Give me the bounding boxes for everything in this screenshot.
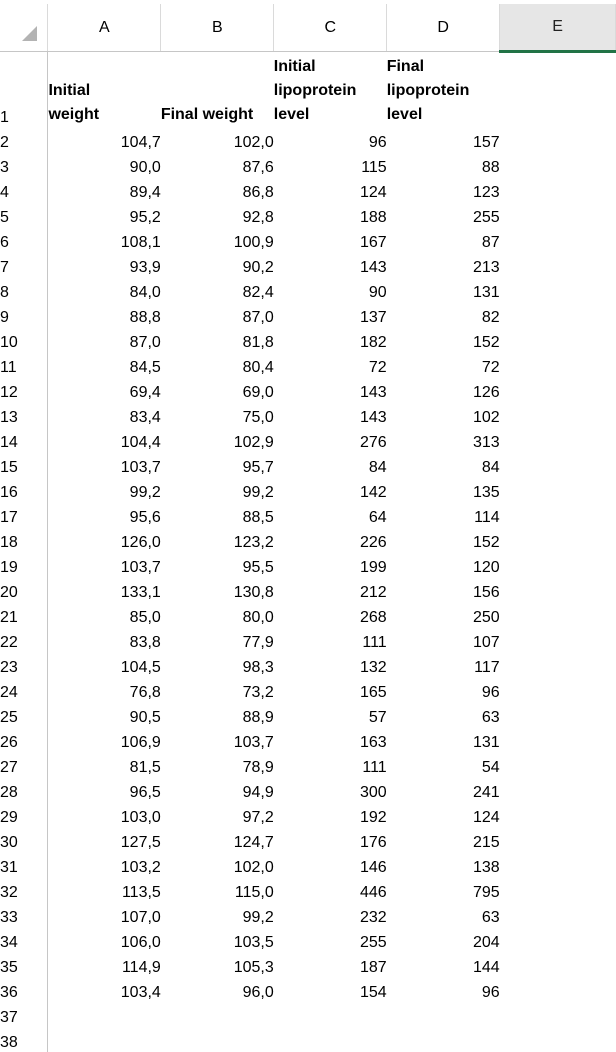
- cell-column-e[interactable]: [500, 152, 616, 177]
- cell-initial-weight[interactable]: 108,1: [120, 234, 161, 251]
- cell-initial-lipoprotein[interactable]: 64: [368, 509, 387, 526]
- table-row: [0, 302, 616, 327]
- table-row: [0, 552, 616, 577]
- cell-final-lipoprotein[interactable]: 96: [481, 684, 500, 701]
- cell-initial-weight[interactable]: 103,7: [120, 459, 161, 476]
- row-header[interactable]: 31: [0, 852, 48, 877]
- header-line: level: [386, 106, 423, 123]
- row-header[interactable]: 30: [0, 827, 48, 852]
- cell-final-lipoprotein[interactable]: 156: [472, 584, 500, 601]
- cell-initial-lipoprotein[interactable]: 167: [360, 234, 387, 251]
- cell-initial-weight[interactable]: 104,7: [120, 134, 161, 151]
- cell-final-weight[interactable]: 95,5: [242, 559, 274, 576]
- cell-initial-weight[interactable]: 114,9: [121, 959, 161, 976]
- header-cell-final-weight[interactable]: [161, 52, 274, 128]
- cell-initial-weight[interactable]: [48, 1027, 161, 1052]
- cell-column-e[interactable]: [500, 202, 616, 227]
- cell-final-weight[interactable]: 90,2: [242, 259, 274, 276]
- cell-initial-weight[interactable]: 106,9: [120, 734, 161, 751]
- table-row: [0, 352, 616, 377]
- cell-final-weight[interactable]: [161, 1002, 274, 1027]
- header-cell-initial-lipoprotein[interactable]: [274, 52, 387, 128]
- column-header-d[interactable]: D: [387, 4, 500, 52]
- row-header[interactable]: 7: [0, 252, 48, 277]
- cell-final-weight[interactable]: 103,5: [233, 934, 274, 951]
- cell-final-lipoprotein[interactable]: 117: [474, 659, 500, 676]
- cell-final-lipoprotein[interactable]: 87: [481, 234, 500, 251]
- column-header-e[interactable]: E: [500, 4, 616, 52]
- cell-final-weight[interactable]: 97,2: [242, 809, 274, 826]
- row-header[interactable]: 32: [0, 877, 48, 902]
- cell-column-e[interactable]: [500, 177, 616, 202]
- cell-initial-lipoprotein[interactable]: 163: [360, 734, 387, 751]
- cell-initial-weight[interactable]: 103,7: [120, 559, 161, 576]
- table-row: [0, 427, 616, 452]
- table-row: [0, 727, 616, 752]
- cell-final-weight[interactable]: 87,6: [242, 159, 274, 176]
- cell-final-weight[interactable]: 103,7: [233, 734, 274, 751]
- cell-final-weight[interactable]: 130,8: [233, 584, 274, 601]
- cell-initial-weight[interactable]: 69,4: [129, 384, 161, 401]
- cell-final-lipoprotein[interactable]: 63: [481, 909, 500, 926]
- row-header[interactable]: 10: [0, 327, 48, 352]
- cell-initial-lipoprotein[interactable]: 226: [360, 534, 387, 551]
- cell-final-weight[interactable]: 92,8: [242, 209, 274, 226]
- cell-initial-weight[interactable]: 126,0: [120, 534, 161, 551]
- table-row: [0, 627, 616, 652]
- select-all-corner[interactable]: [0, 4, 48, 52]
- cell-column-e[interactable]: [500, 502, 616, 527]
- table-row: [0, 977, 616, 1002]
- row-header[interactable]: 6: [0, 227, 48, 252]
- column-header-b[interactable]: B: [161, 4, 274, 52]
- cell-column-e[interactable]: [500, 802, 616, 827]
- cell-initial-weight[interactable]: 99,2: [129, 484, 161, 501]
- column-header-row: [0, 4, 616, 52]
- cell-initial-weight[interactable]: 85,0: [129, 609, 161, 626]
- cell-column-e[interactable]: [500, 927, 616, 952]
- cell-final-weight[interactable]: 98,3: [242, 659, 274, 676]
- table-row: [0, 477, 616, 502]
- cell-final-lipoprotein[interactable]: 63: [481, 709, 500, 726]
- header-line: weight: [48, 106, 100, 123]
- cell-column-e[interactable]: [500, 527, 616, 552]
- header-line: lipoprotein: [273, 82, 357, 99]
- cell-initial-lipoprotein[interactable]: 300: [360, 784, 387, 801]
- cell-final-weight[interactable]: 95,7: [242, 459, 274, 476]
- row-header[interactable]: 18: [0, 527, 48, 552]
- cell-initial-weight[interactable]: 89,4: [129, 184, 161, 201]
- row-header[interactable]: 14: [0, 427, 48, 452]
- row-header[interactable]: 36: [0, 977, 48, 1002]
- cell-final-lipoprotein[interactable]: 114: [474, 509, 500, 526]
- cell-column-e[interactable]: [500, 977, 616, 1002]
- row-header[interactable]: 35: [0, 952, 48, 977]
- cell-initial-weight[interactable]: 96,5: [129, 784, 161, 801]
- cell-final-lipoprotein[interactable]: 107: [472, 634, 500, 651]
- cell-final-weight[interactable]: 99,2: [242, 484, 274, 501]
- table-row: [0, 677, 616, 702]
- cell-initial-lipoprotein[interactable]: 212: [360, 584, 387, 601]
- header-cell-initial-weight[interactable]: [48, 52, 161, 128]
- cell-initial-weight[interactable]: 84,5: [129, 359, 161, 376]
- cell-final-lipoprotein[interactable]: [387, 1002, 500, 1027]
- cell-initial-lipoprotein[interactable]: [274, 1002, 387, 1027]
- row-header[interactable]: 12: [0, 377, 48, 402]
- cell-initial-lipoprotein[interactable]: 154: [360, 984, 387, 1001]
- table-row: [0, 127, 616, 152]
- cell-initial-lipoprotein[interactable]: 146: [360, 859, 387, 876]
- cell-final-weight[interactable]: 80,0: [242, 609, 274, 626]
- row-header[interactable]: 26: [0, 727, 48, 752]
- cell-initial-lipoprotein[interactable]: 96: [368, 134, 387, 151]
- cell-initial-weight[interactable]: 104,4: [120, 434, 161, 451]
- cell-final-weight[interactable]: 73,2: [242, 684, 274, 701]
- table-row: [0, 202, 616, 227]
- cell-column-e[interactable]: [500, 552, 616, 577]
- table-row: [0, 752, 616, 777]
- row-header[interactable]: 9: [0, 302, 48, 327]
- row-header[interactable]: 3: [0, 152, 48, 177]
- cell-final-weight[interactable]: 88,5: [242, 509, 274, 526]
- cell-initial-weight[interactable]: 93,9: [129, 259, 161, 276]
- row-header[interactable]: 24: [0, 677, 48, 702]
- cell-initial-lipoprotein[interactable]: 165: [360, 684, 387, 701]
- table-row: [0, 377, 616, 402]
- cell-final-weight[interactable]: 82,4: [242, 284, 274, 301]
- cell-final-lipoprotein[interactable]: 84: [481, 459, 500, 476]
- cell-initial-lipoprotein[interactable]: 187: [360, 959, 387, 976]
- cell-initial-lipoprotein[interactable]: 132: [360, 659, 387, 676]
- cell-final-lipoprotein[interactable]: 88: [481, 159, 500, 176]
- cell-column-e[interactable]: [500, 877, 616, 902]
- cell-column-e[interactable]: [500, 1002, 616, 1027]
- column-header-a[interactable]: A: [48, 4, 161, 52]
- cell-final-weight[interactable]: 87,0: [242, 309, 274, 326]
- cell-final-weight[interactable]: 77,9: [242, 634, 274, 651]
- cell-final-lipoprotein[interactable]: 82: [481, 309, 500, 326]
- cell-initial-lipoprotein[interactable]: [274, 1027, 387, 1052]
- cell-column-e[interactable]: [500, 352, 616, 377]
- table-row: [0, 827, 616, 852]
- header-line: Final weight: [160, 106, 254, 123]
- row-header[interactable]: 29: [0, 802, 48, 827]
- cell-initial-lipoprotein[interactable]: 192: [360, 809, 387, 826]
- cell-initial-lipoprotein[interactable]: 143: [360, 409, 387, 426]
- cell-column-e[interactable]: [500, 852, 616, 877]
- row-header[interactable]: 2: [0, 127, 48, 152]
- table-row: [0, 577, 616, 602]
- cell-initial-weight[interactable]: 104,5: [120, 659, 161, 676]
- table-row: [0, 1002, 616, 1027]
- cell-final-weight[interactable]: 124,7: [233, 834, 274, 851]
- row-header[interactable]: 37: [0, 1002, 48, 1027]
- cell-final-lipoprotein[interactable]: 126: [472, 384, 500, 401]
- row-header[interactable]: 23: [0, 652, 48, 677]
- cell-initial-lipoprotein[interactable]: 176: [360, 834, 387, 851]
- cell-final-lipoprotein[interactable]: 152: [472, 334, 500, 351]
- cell-initial-weight[interactable]: 90,0: [129, 159, 161, 176]
- cell-final-lipoprotein[interactable]: 250: [472, 609, 500, 626]
- select-all-triangle-icon: [22, 26, 37, 41]
- table-row: [0, 277, 616, 302]
- cell-final-weight[interactable]: 80,4: [242, 359, 274, 376]
- cell-initial-weight[interactable]: 133,1: [120, 584, 161, 601]
- row-header[interactable]: 11: [0, 352, 48, 377]
- cell-final-lipoprotein[interactable]: 135: [472, 484, 500, 501]
- table-row: [0, 952, 616, 977]
- cell-column-e[interactable]: [500, 1027, 616, 1052]
- cell-column-e[interactable]: [500, 902, 616, 927]
- cell-initial-lipoprotein[interactable]: 446: [360, 884, 387, 901]
- cell-final-lipoprotein[interactable]: 72: [481, 359, 500, 376]
- cell-final-lipoprotein[interactable]: 144: [472, 959, 500, 976]
- cell-final-lipoprotein[interactable]: 123: [472, 184, 500, 201]
- table-row: [0, 652, 616, 677]
- cell-initial-lipoprotein[interactable]: 276: [360, 434, 387, 451]
- table-row: [0, 877, 616, 902]
- cell-final-weight[interactable]: 100,9: [233, 234, 274, 251]
- cell-initial-lipoprotein[interactable]: 57: [368, 709, 387, 726]
- cell-column-e[interactable]: [500, 602, 616, 627]
- cell-initial-weight[interactable]: 83,8: [129, 634, 161, 651]
- row-header[interactable]: 15: [0, 452, 48, 477]
- cell-initial-lipoprotein[interactable]: 143: [360, 384, 387, 401]
- cell-initial-lipoprotein[interactable]: 232: [360, 909, 387, 926]
- row-header[interactable]: 17: [0, 502, 48, 527]
- cell-initial-weight[interactable]: 113,5: [121, 884, 161, 901]
- cell-final-weight[interactable]: 102,9: [233, 434, 274, 451]
- cell-initial-lipoprotein[interactable]: 115: [361, 159, 387, 176]
- row-header[interactable]: 28: [0, 777, 48, 802]
- cell-initial-lipoprotein[interactable]: 111: [362, 759, 387, 776]
- row-header[interactable]: 19: [0, 552, 48, 577]
- cell-final-weight[interactable]: 99,2: [242, 909, 274, 926]
- cell-final-lipoprotein[interactable]: 241: [472, 784, 500, 801]
- cell-column-e[interactable]: [500, 452, 616, 477]
- cell-column-e[interactable]: [500, 127, 616, 152]
- cell-final-weight[interactable]: 123,2: [233, 534, 274, 551]
- cell-initial-weight[interactable]: 84,0: [129, 284, 161, 301]
- cell-final-weight[interactable]: 75,0: [242, 409, 274, 426]
- cell-grid: [0, 4, 616, 1052]
- table-row: [0, 702, 616, 727]
- cell-initial-weight[interactable]: 107,0: [120, 909, 161, 926]
- cell-final-lipoprotein[interactable]: 213: [472, 259, 500, 276]
- cell-initial-weight[interactable]: 103,4: [120, 984, 161, 1001]
- cell-initial-weight[interactable]: 76,8: [129, 684, 161, 701]
- cell-initial-weight[interactable]: 88,8: [129, 309, 161, 326]
- header-line: level: [273, 106, 310, 123]
- cell-final-lipoprotein[interactable]: 54: [481, 759, 500, 776]
- row-header[interactable]: 25: [0, 702, 48, 727]
- cell-final-weight[interactable]: [161, 1027, 274, 1052]
- cell-column-e[interactable]: [500, 402, 616, 427]
- row-header[interactable]: 5: [0, 202, 48, 227]
- table-row: [0, 227, 616, 252]
- cell-initial-lipoprotein[interactable]: 268: [360, 609, 387, 626]
- header-line: Initial: [48, 82, 91, 99]
- cell-final-lipoprotein[interactable]: 215: [472, 834, 500, 851]
- row-header[interactable]: 1: [0, 52, 48, 128]
- row-header[interactable]: 33: [0, 902, 48, 927]
- cell-column-e[interactable]: [500, 652, 616, 677]
- cell-final-weight[interactable]: 86,8: [242, 184, 274, 201]
- cell-column-e[interactable]: [500, 377, 616, 402]
- cell-final-weight[interactable]: 102,0: [233, 859, 274, 876]
- cell-e1[interactable]: [500, 52, 616, 128]
- cell-final-weight[interactable]: 78,9: [242, 759, 274, 776]
- cell-column-e[interactable]: [500, 752, 616, 777]
- cell-final-weight[interactable]: 102,0: [233, 134, 274, 151]
- cell-final-lipoprotein[interactable]: 131: [472, 284, 500, 301]
- cell-final-lipoprotein[interactable]: [387, 1027, 500, 1052]
- cell-initial-lipoprotein[interactable]: 199: [360, 559, 387, 576]
- table-row: [0, 177, 616, 202]
- cell-initial-weight[interactable]: 106,0: [120, 934, 161, 951]
- row-header[interactable]: 4: [0, 177, 48, 202]
- header-cell-final-lipoprotein[interactable]: [387, 52, 500, 128]
- cell-column-e[interactable]: [500, 277, 616, 302]
- cell-final-weight[interactable]: 81,8: [242, 334, 274, 351]
- cell-initial-weight[interactable]: 90,5: [129, 709, 161, 726]
- cell-initial-lipoprotein[interactable]: 111: [362, 634, 387, 651]
- table-row: [0, 927, 616, 952]
- cell-initial-lipoprotein[interactable]: 124: [360, 184, 387, 201]
- cell-column-e[interactable]: [500, 227, 616, 252]
- cell-column-e[interactable]: [500, 302, 616, 327]
- table-row: [0, 902, 616, 927]
- table-row: [0, 1027, 616, 1052]
- cell-initial-lipoprotein[interactable]: 142: [360, 484, 387, 501]
- cell-initial-weight[interactable]: 81,5: [129, 759, 161, 776]
- cell-final-weight[interactable]: 69,0: [242, 384, 274, 401]
- cell-initial-weight[interactable]: 103,0: [120, 809, 161, 826]
- cell-initial-lipoprotein[interactable]: 137: [360, 309, 387, 326]
- cell-initial-lipoprotein[interactable]: 72: [368, 359, 387, 376]
- row-header[interactable]: 13: [0, 402, 48, 427]
- table-row: [0, 452, 616, 477]
- cell-column-e[interactable]: [500, 477, 616, 502]
- cell-final-lipoprotein[interactable]: 102: [472, 409, 500, 426]
- cell-initial-weight[interactable]: 83,4: [129, 409, 161, 426]
- cell-final-lipoprotein[interactable]: 795: [472, 884, 500, 901]
- header-line: Initial: [273, 58, 316, 75]
- cell-initial-lipoprotein[interactable]: 188: [360, 209, 387, 226]
- cell-column-e[interactable]: [500, 327, 616, 352]
- row-header[interactable]: 27: [0, 752, 48, 777]
- cell-final-lipoprotein[interactable]: 152: [472, 534, 500, 551]
- cell-final-lipoprotein[interactable]: 131: [472, 734, 500, 751]
- cell-initial-weight[interactable]: 127,5: [120, 834, 161, 851]
- cell-final-weight[interactable]: 88,9: [242, 709, 274, 726]
- cell-column-e[interactable]: [500, 677, 616, 702]
- cell-initial-weight[interactable]: [48, 1002, 161, 1027]
- cell-initial-lipoprotein[interactable]: 90: [368, 284, 387, 301]
- header-line: lipoprotein: [386, 82, 470, 99]
- table-row: [0, 252, 616, 277]
- cell-final-weight[interactable]: 105,3: [233, 959, 274, 976]
- cell-initial-weight[interactable]: 95,2: [129, 209, 161, 226]
- cell-initial-lipoprotein[interactable]: 84: [368, 459, 387, 476]
- cell-column-e[interactable]: [500, 727, 616, 752]
- cell-final-lipoprotein[interactable]: 157: [472, 134, 500, 151]
- cell-final-lipoprotein[interactable]: 96: [481, 984, 500, 1001]
- cell-initial-weight[interactable]: 95,6: [129, 509, 161, 526]
- column-header-c[interactable]: C: [274, 4, 387, 52]
- row-header[interactable]: 16: [0, 477, 48, 502]
- row-header[interactable]: 8: [0, 277, 48, 302]
- row-header[interactable]: 20: [0, 577, 48, 602]
- row-header[interactable]: 22: [0, 627, 48, 652]
- row-header[interactable]: 21: [0, 602, 48, 627]
- cell-final-weight[interactable]: 115,0: [234, 884, 274, 901]
- row-header[interactable]: 38: [0, 1027, 48, 1052]
- cell-column-e[interactable]: [500, 952, 616, 977]
- cell-final-lipoprotein[interactable]: 255: [472, 209, 500, 226]
- table-row: [0, 502, 616, 527]
- cell-initial-lipoprotein[interactable]: 182: [360, 334, 387, 351]
- cell-final-weight[interactable]: 94,9: [242, 784, 274, 801]
- cell-column-e[interactable]: [500, 577, 616, 602]
- table-row: [0, 402, 616, 427]
- cell-column-e[interactable]: [500, 627, 616, 652]
- cell-final-lipoprotein[interactable]: 313: [472, 434, 500, 451]
- cell-column-e[interactable]: [500, 702, 616, 727]
- table-row: [0, 777, 616, 802]
- cell-column-e[interactable]: [500, 427, 616, 452]
- cell-initial-weight[interactable]: 103,2: [120, 859, 161, 876]
- table-row: [0, 527, 616, 552]
- cell-final-lipoprotein[interactable]: 124: [472, 809, 500, 826]
- header-line: Final: [386, 58, 425, 75]
- cell-final-weight[interactable]: 96,0: [242, 984, 274, 1001]
- table-row: [0, 602, 616, 627]
- cell-initial-lipoprotein[interactable]: 255: [360, 934, 387, 951]
- table-header-row: [0, 52, 616, 128]
- table-row: [0, 152, 616, 177]
- cell-initial-weight[interactable]: 87,0: [129, 334, 161, 351]
- cell-final-lipoprotein[interactable]: 138: [472, 859, 500, 876]
- cell-final-lipoprotein[interactable]: 120: [472, 559, 500, 576]
- table-row: [0, 852, 616, 877]
- cell-initial-lipoprotein[interactable]: 143: [360, 259, 387, 276]
- cell-column-e[interactable]: [500, 252, 616, 277]
- table-row: [0, 802, 616, 827]
- row-header[interactable]: 34: [0, 927, 48, 952]
- table-row: [0, 327, 616, 352]
- cell-column-e[interactable]: [500, 827, 616, 852]
- cell-column-e[interactable]: [500, 777, 616, 802]
- cell-final-lipoprotein[interactable]: 204: [472, 934, 500, 951]
